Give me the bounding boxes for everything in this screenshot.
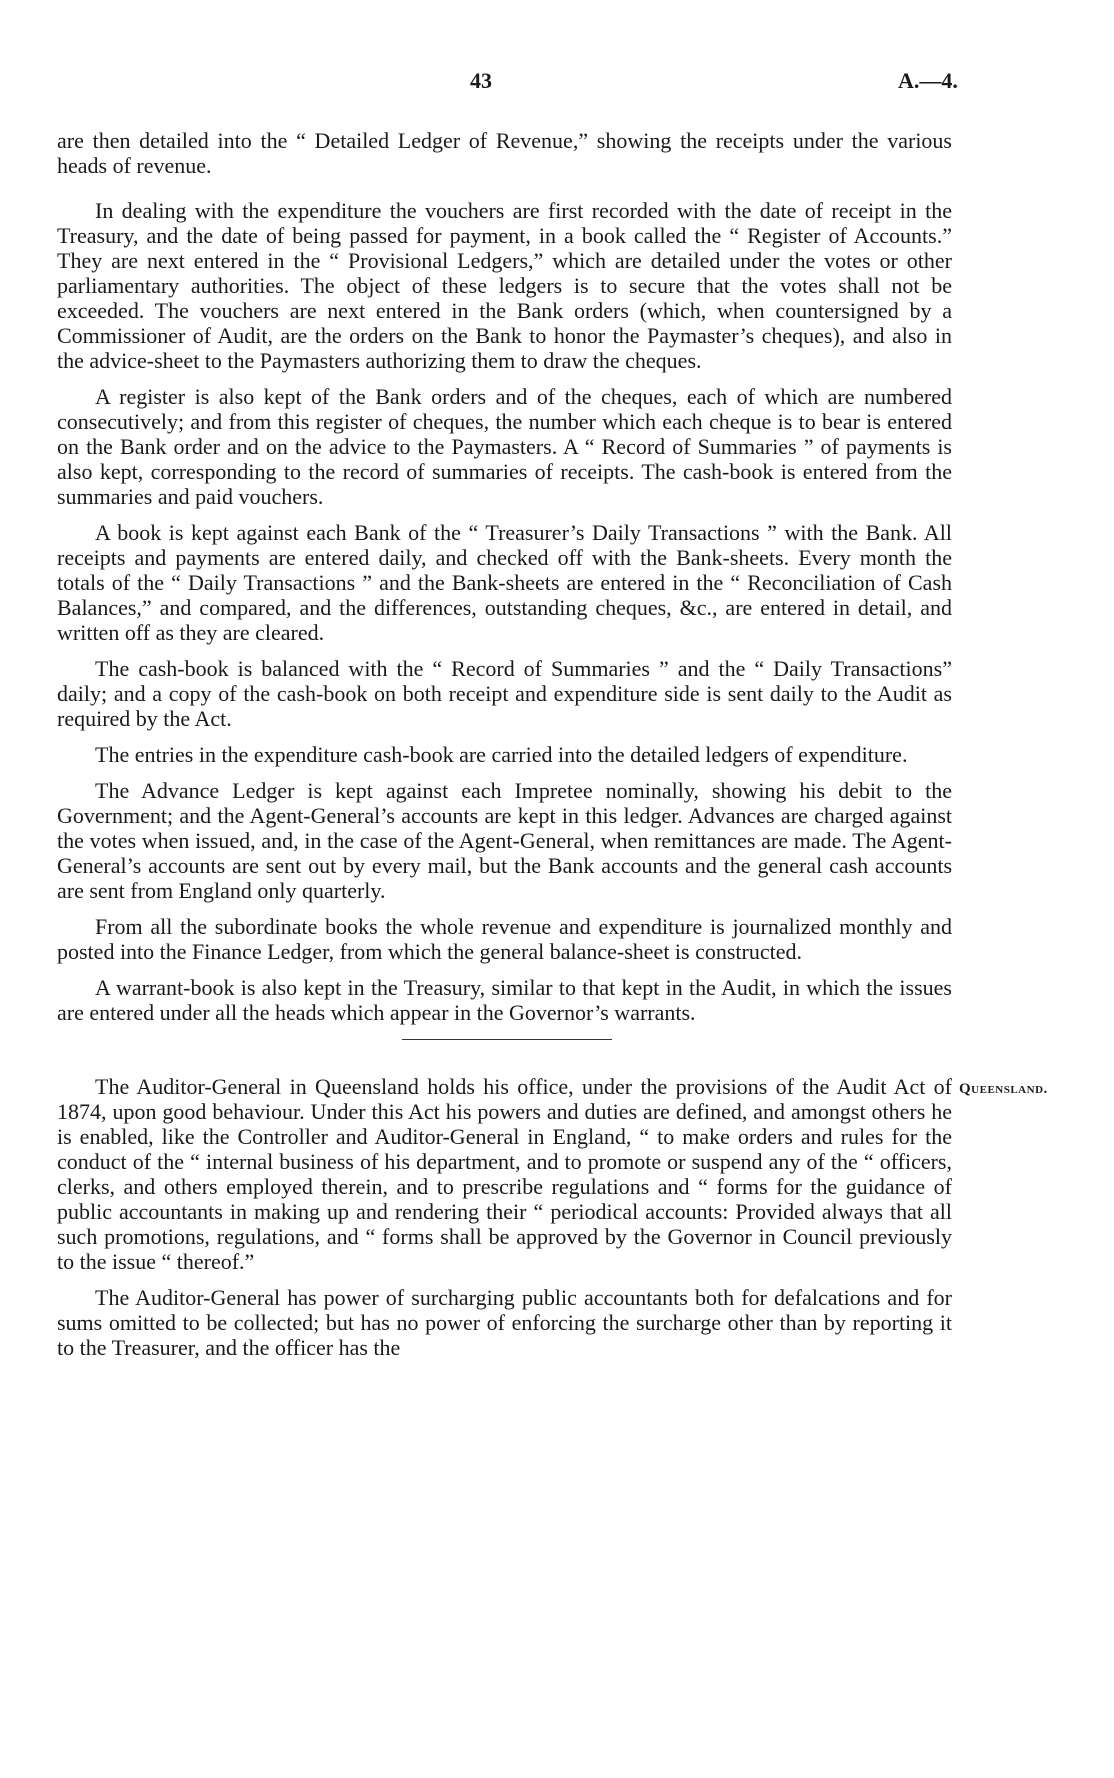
section-divider [402,1039,612,1040]
queensland-section [57,1074,1048,1360]
margin-note-queensland: Queensland. [959,1081,1048,1097]
paragraph-cheque-register: A register is also kept of the Bank orders and of the cheques, each of which are numbered consecutively; and from this register of cheques, the number which each cheque is to bear is entered on the Bank order and on the advice to the Paymasters. A “ Record of Summaries ” of payments is also kept, corresponding to the record of summaries of receipts. The cash-book is entered from the summaries and paid vouchers. [57,384,952,509]
paragraph-revenue-ledger: are then detailed into the “ Detailed Ledger of Revenue,” showing the receipts under the various heads of revenue. [57,128,952,178]
paragraph-cash-book-balance: The cash-book is balanced with the “ Record of Summaries ” and the “ Daily Transactions” daily; and a copy of the cash-book on both receipt and expenditure side is sent daily to the Audit as required by the Act. [57,656,952,731]
paragraph-expenditure-vouchers: In dealing with the expenditure the vouchers are first recorded with the date of receipt in the Treasury, and the date of being passed for payment, in a book called the “ Register of Accounts.” They are next entered in the “ Provisional Ledgers,” which are detailed under the votes or other parliamentary authorities. The object of these ledgers is to secure that the votes shall not be exceeded. The vouchers are next entered in the Bank orders (which, when countersigned by a Commissioner of Audit, are the orders on the Bank to honor the Paymaster’s cheques), and also in the advice-sheet to the Paymasters authorizing them to draw the cheques. [57,198,952,373]
paragraph-expenditure-ledgers: The entries in the expenditure cash-book are carried into the detailed ledgers of expenditure. [95,742,908,767]
body-text [57,128,1048,1371]
page-header [0,68,1114,98]
paragraph-warrant-book: A warrant-book is also kept in the Treasury, similar to that kept in the Audit, in which the issues are entered under all the heads which appear in the Governor’s warrants. [57,975,952,1025]
paragraph-queensland-auditor: The Auditor-General in Queensland holds his office, under the provisions of the Audit Act of 1874, upon good behaviour. Under this Act his powers and duties are defined, and amongst others he is enabled, like the Controller and Auditor-General in England, “ to make orders and rules for the conduct of the “ internal business of his department, and to promote or suspend any of the “ officers, clerks, and others employed therein, and to prescribe regulations and “ forms for the guidance of public accountants in making up and rendering their “ periodical accounts: Provided always that all such promotions, regulations, and “ forms shall be approved by the Governor in Council previously to the issue “ thereof.” [57,1074,952,1274]
page-number: 43 [470,68,492,93]
document-reference: A.—4. [898,68,958,93]
paragraph-finance-ledger: From all the subordinate books the whole revenue and expenditure is journalized monthly and posted into the Finance Ledger, from which the general balance-sheet is constructed. [57,914,952,964]
paragraph-surcharge-power: The Auditor-General has power of surcharging public accountants both for defalcations and for sums omitted to be collected; but has no power of enforcing the surcharge other than by reporting it to the Treasurer, and the officer has the [57,1285,952,1360]
paragraph-advance-ledger: The Advance Ledger is kept against each Impretee nominally, showing his debit to the Government; and the Agent-General’s accounts are kept in this ledger. Advances are charged against the votes when issued, and, in the case of the Agent-General, when remittances are made. The Agent-General’s accounts are sent out by every mail, but the Bank accounts and the general cash accounts are sent from England only quarterly. [57,778,952,903]
paragraph-daily-transactions: A book is kept against each Bank of the “ Treasurer’s Daily Transactions ” with the Bank. All receipts and payments are entered daily, and checked off with the Bank-sheets. Every month the totals of the “ Daily Transactions ” and the Bank-sheets are entered in the “ Reconciliation of Cash Balances,” and compared, and the differences, outstanding cheques, &c., are entered in detail, and written off as they are cleared. [57,520,952,645]
